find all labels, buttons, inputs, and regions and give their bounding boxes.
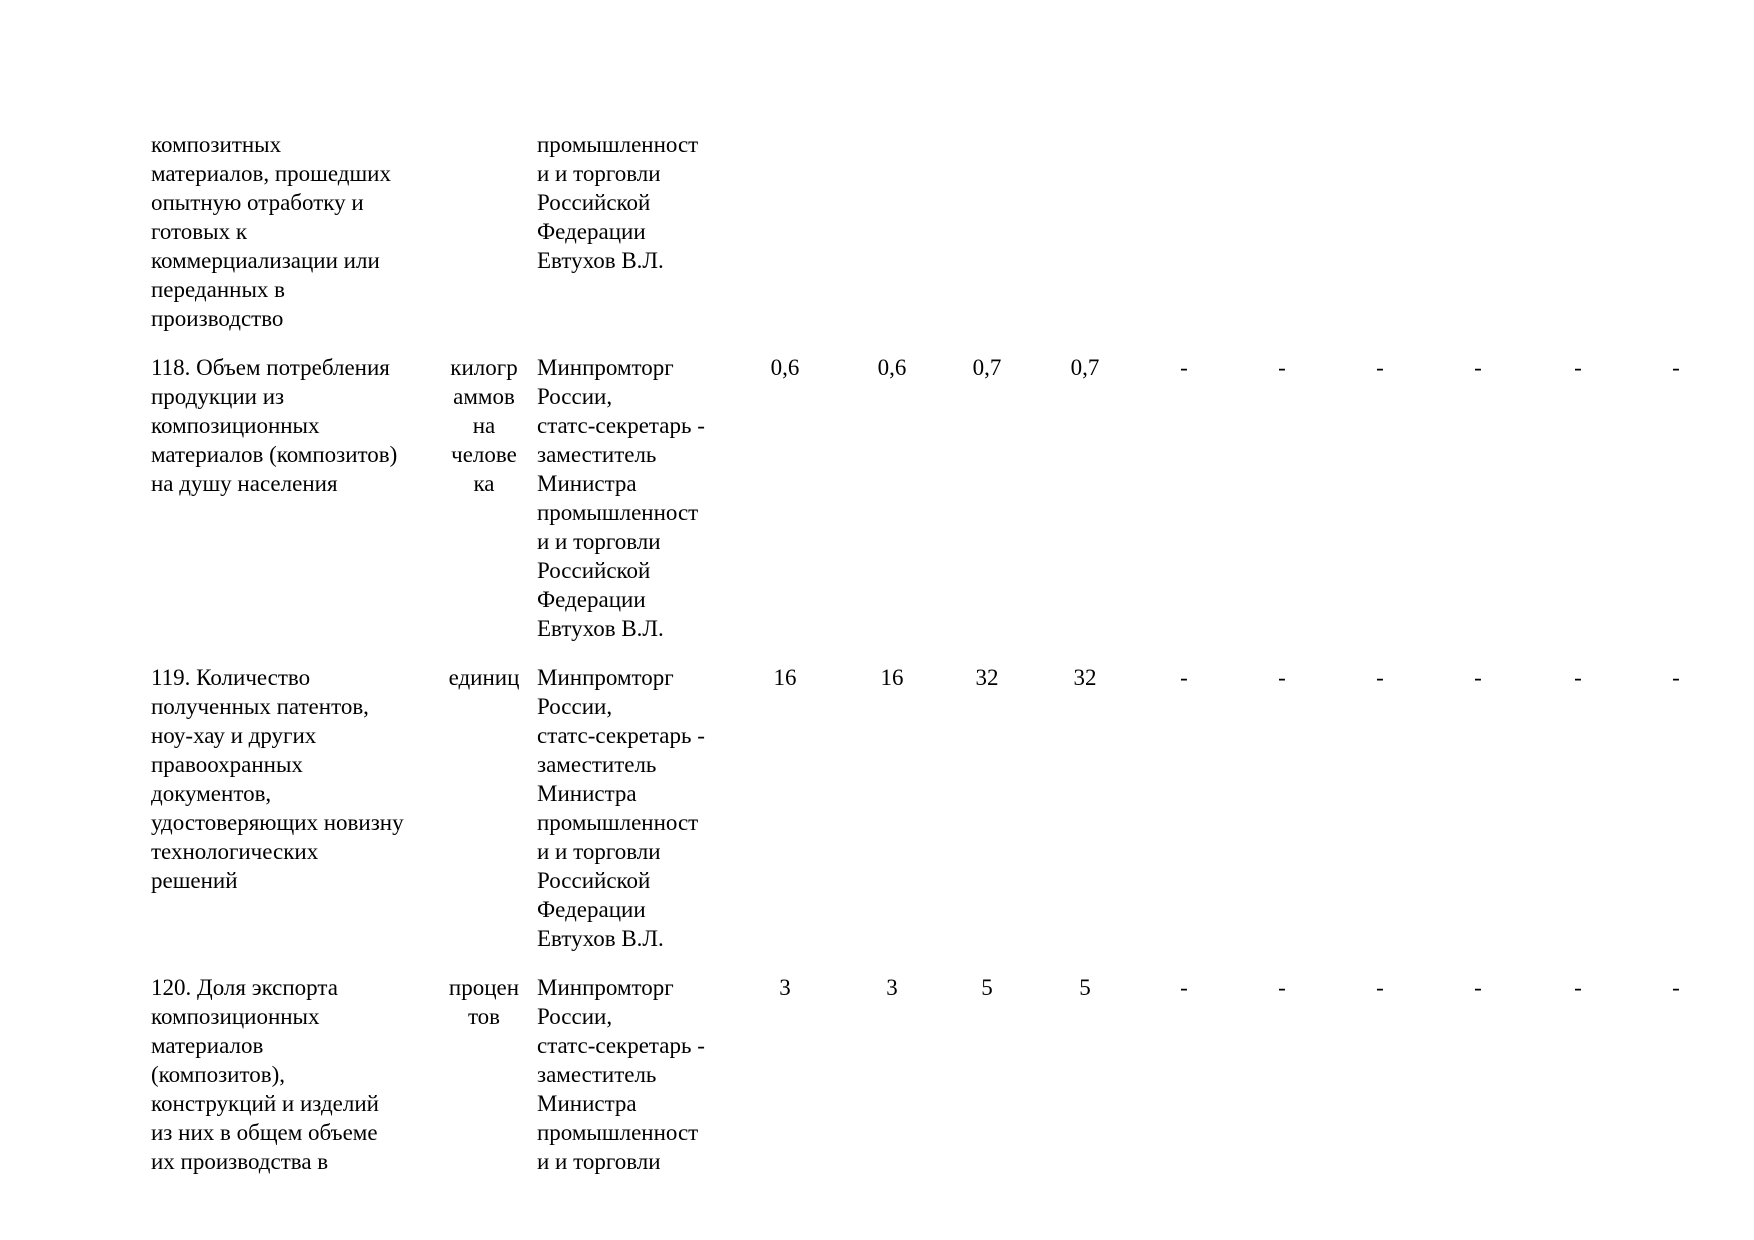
value-cell: 5 — [1079, 975, 1091, 1000]
value-cell: - — [1278, 975, 1286, 1000]
value-cell: 16 — [880, 665, 904, 690]
value-cell: - — [1180, 355, 1188, 380]
indicator-name: композитных материалов, прошедших опытную отработку и готовых к коммерциализации или переданных в производство — [151, 132, 391, 331]
value-cell: 16 — [773, 665, 797, 690]
indicator-name: 118. Объем потребления продукции из композиционных материалов (композитов) на душу населения — [151, 355, 398, 496]
indicator-name: 120. Доля экспорта композиционных материалов (композитов), конструкций и изделий из них в общем объеме их производства в — [151, 975, 379, 1174]
value-cell: - — [1474, 665, 1482, 690]
unit-of-measure: процен тов — [448, 975, 520, 1029]
value-cell: - — [1474, 975, 1482, 1000]
value-cell: 5 — [981, 975, 993, 1000]
value-cell: - — [1376, 665, 1384, 690]
value-cell: 3 — [886, 975, 898, 1000]
indicator-name: 119. Количество полученных патентов, ноу-хау и других правоохранных документов, удостоверяющих новизну технологических решений — [151, 665, 404, 893]
value-cell: 0,7 — [972, 355, 1002, 380]
value-cell: 0,7 — [1070, 355, 1100, 380]
value-cell: 32 — [1073, 665, 1097, 690]
value-cell: - — [1180, 665, 1188, 690]
value-cell: - — [1574, 355, 1582, 380]
value-cell: - — [1672, 975, 1680, 1000]
value-cell: - — [1278, 355, 1286, 380]
value-cell: 0,6 — [770, 355, 800, 380]
value-cell: - — [1574, 665, 1582, 690]
unit-of-measure: единиц — [448, 665, 520, 690]
value-cell: - — [1376, 355, 1384, 380]
value-cell: - — [1474, 355, 1482, 380]
value-cell: 32 — [975, 665, 999, 690]
value-cell: - — [1376, 975, 1384, 1000]
value-cell: 3 — [779, 975, 791, 1000]
value-cell: - — [1180, 975, 1188, 1000]
value-cell: - — [1672, 355, 1680, 380]
responsible-party: Минпромторг России, статс-секретарь - заместитель Министра промышленност и и торговли Российской Федерации Евтухов В.Л. — [537, 665, 705, 951]
responsible-party: Минпромторг России, статс-секретарь - заместитель Министра промышленност и и торговли — [537, 975, 705, 1174]
value-cell: - — [1278, 665, 1286, 690]
value-cell: - — [1574, 975, 1582, 1000]
responsible-party: промышленност и и торговли Российской Федерации Евтухов В.Л. — [537, 132, 699, 273]
responsible-party: Минпромторг России, статс-секретарь - заместитель Министра промышленност и и торговли Российской Федерации Евтухов В.Л. — [537, 355, 705, 641]
unit-of-measure: килогр аммов на челове ка — [450, 355, 518, 496]
value-cell: 0,6 — [877, 355, 907, 380]
value-cell: - — [1672, 665, 1680, 690]
